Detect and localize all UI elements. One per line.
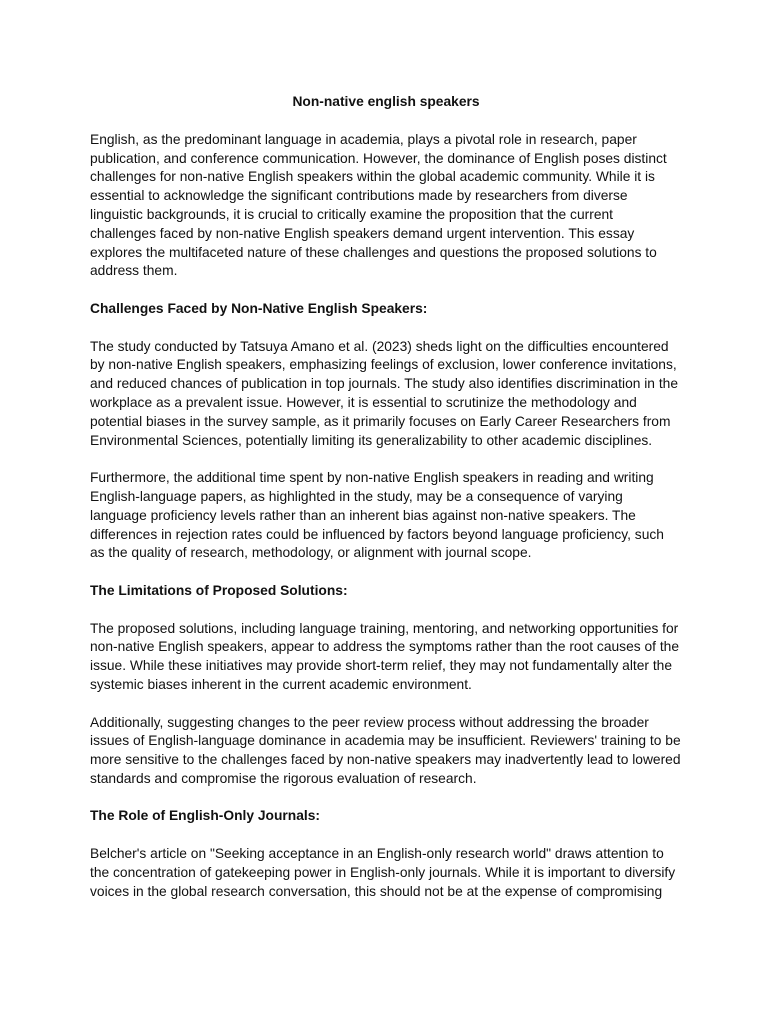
document-title: Non-native english speakers bbox=[292, 94, 480, 109]
section-heading-limitations: The Limitations of Proposed Solutions: bbox=[90, 582, 348, 598]
section-paragraph: Belcher's article on "Seeking acceptance in an English-only research world" draws attention to the concentration of gatekeeping power in English-only journals. While it is important to diversify voices in the global research conversation, this should not be at the expense of compromising bbox=[90, 846, 676, 899]
section-heading-challenges: Challenges Faced by Non-Native English Speakers: bbox=[90, 300, 428, 316]
section-paragraph: Furthermore, the additional time spent by non-native English speakers in reading and writing English-language papers, as highlighted in the study, may be a consequence of varying language proficiency levels rather than an inherent bias against non-native speakers. The differences in rejection rates could be influenced by factors beyond language proficiency, such as the quality of research, methodology, or alignment with journal scope. bbox=[90, 470, 664, 561]
section-paragraph: The proposed solutions, including language training, mentoring, and networking opportunities for non-native English speakers, appear to address the symptoms rather than the root causes of the issue. While these initiatives may provide short-term relief, they may not fundamentally alter the systemic biases inherent in the current academic environment. bbox=[90, 620, 680, 692]
intro-paragraph: English, as the predominant language in academia, plays a pivotal role in research, paper publication, and conference communication. However, the dominance of English poses distinct challenges for non-native English speakers within the global academic community. While it is essential to acknowledge the significant contributions made by researchers from diverse linguistic backgrounds, it is crucial to critically examine the proposition that the current challenges faced by non-native English speakers demand urgent intervention. This essay explores the multifaceted nature of these challenges and questions the proposed solutions to address them. bbox=[90, 131, 667, 279]
document-page bbox=[90, 93, 682, 920]
section-paragraph: Additionally, suggesting changes to the peer review process without addressing the broader issues of English-language dominance in academia may be insufficient. Reviewers' training to be more sensitive to the challenges faced by non-native speakers may inadvertently lead to lowered standards and compromise the rigorous evaluation of research. bbox=[90, 714, 681, 786]
section-heading-english-only-journals: The Role of English-Only Journals: bbox=[90, 808, 320, 824]
section-paragraph: The study conducted by Tatsuya Amano et al. (2023) sheds light on the difficulties encountered by non-native English speakers, emphasizing feelings of exclusion, lower conference invitations, and reduced chances of publication in top journals. The study also identifies discrimination in the workplace as a prevalent issue. However, it is essential to scrutinize the methodology and potential biases in the survey sample, as it primarily focuses on Early Career Researchers from Environmental Sciences, potentially limiting its generalizability to other academic disciplines. bbox=[90, 338, 678, 448]
